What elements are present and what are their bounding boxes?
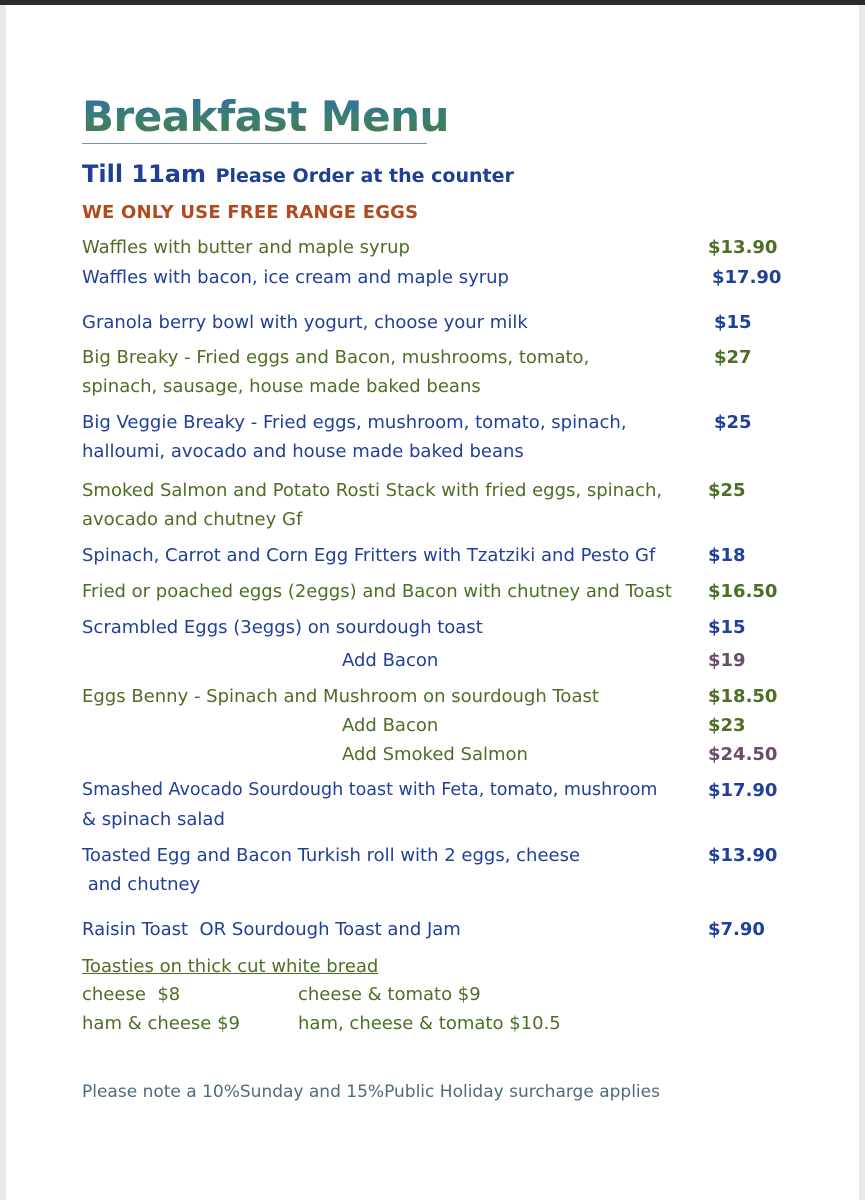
addon-label: Add Smoked Salmon <box>342 744 528 765</box>
menu-item-name: Eggs Benny - Spinach and Mushroom on sourdough Toast <box>82 686 599 707</box>
title-underline <box>82 143 427 144</box>
menu-item-name-cont: spinach, sausage, house made baked beans <box>82 376 481 397</box>
menu-item-name-cont: and chutney <box>82 874 201 895</box>
menu-item-name: Big Veggie Breaky - Fried eggs, mushroom, tomato, spinach, <box>82 412 627 433</box>
hours-text: Till 11am <box>82 160 207 188</box>
menu-item-price: $15 <box>708 617 746 638</box>
menu-item-name-cont: avocado and chutney Gf <box>82 509 303 530</box>
menu-title: Breakfast Menu <box>82 92 449 141</box>
menu-item-name-cont: halloumi, avocado and house made baked beans <box>82 441 524 462</box>
order-note: Please Order at the counter <box>215 165 514 187</box>
menu-item-name: Granola berry bowl with yogurt, choose your milk <box>82 312 528 333</box>
addon-label: Add Bacon <box>342 650 439 671</box>
addon-price: $19 <box>708 650 746 671</box>
menu-item-price: $27 <box>714 347 752 368</box>
menu-item-name: Smoked Salmon and Potato Rosti Stack with fried eggs, spinach, <box>82 480 663 501</box>
menu-item-price: $7.90 <box>708 919 765 940</box>
menu-item-price: $16.50 <box>708 581 778 602</box>
menu-item-name: Fried or poached eggs (2eggs) and Bacon with chutney and Toast <box>82 581 672 602</box>
menu-item-price: $25 <box>708 480 746 501</box>
menu-item-price: $13.90 <box>708 845 778 866</box>
menu-item-price: $17.90 <box>708 780 778 801</box>
menu-item-price: $18 <box>708 545 746 566</box>
menu-item-name: Smashed Avocado Sourdough toast with Feta, tomato, mushroom <box>82 780 658 800</box>
menu-item-name: Waffles with bacon, ice cream and maple syrup <box>82 267 509 288</box>
menu-item-price: $25 <box>714 412 752 433</box>
menu-item-price: $17.90 <box>712 267 782 288</box>
addon-price: $24.50 <box>708 744 778 765</box>
toastie-option: ham, cheese & tomato $10.5 <box>298 1013 561 1034</box>
toasties-heading: Toasties on thick cut white bread <box>82 956 379 977</box>
menu-item-name: Toasted Egg and Bacon Turkish roll with 2 eggs, cheese <box>82 845 581 866</box>
menu-item-name: Raisin Toast OR Sourdough Toast and Jam <box>82 919 461 940</box>
surcharge-note: Please note a 10%Sunday and 15%Public Holiday surcharge applies <box>82 1082 660 1102</box>
addon-label: Add Bacon <box>342 715 439 736</box>
free-range-eggs-note: WE ONLY USE FREE RANGE EGGS <box>82 202 419 223</box>
toastie-option: cheese $8 <box>82 984 181 1005</box>
menu-item-price: $15 <box>714 312 752 333</box>
menu-item-name: Spinach, Carrot and Corn Egg Fritters with Tzatziki and Pesto Gf <box>82 545 656 566</box>
toastie-option: cheese & tomato $9 <box>298 984 481 1005</box>
menu-item-price: $18.50 <box>708 686 778 707</box>
menu-item-name: Scrambled Eggs (3eggs) on sourdough toast <box>82 617 483 638</box>
hours-line <box>82 160 514 188</box>
menu-item-name-cont: & spinach salad <box>82 809 225 830</box>
menu-item-name: Big Breaky - Fried eggs and Bacon, mushrooms, tomato, <box>82 347 590 368</box>
menu-item-price: $13.90 <box>708 237 778 258</box>
toastie-option: ham & cheese $9 <box>82 1013 240 1034</box>
addon-price: $23 <box>708 715 746 736</box>
menu-item-name: Waffles with butter and maple syrup <box>82 237 410 258</box>
